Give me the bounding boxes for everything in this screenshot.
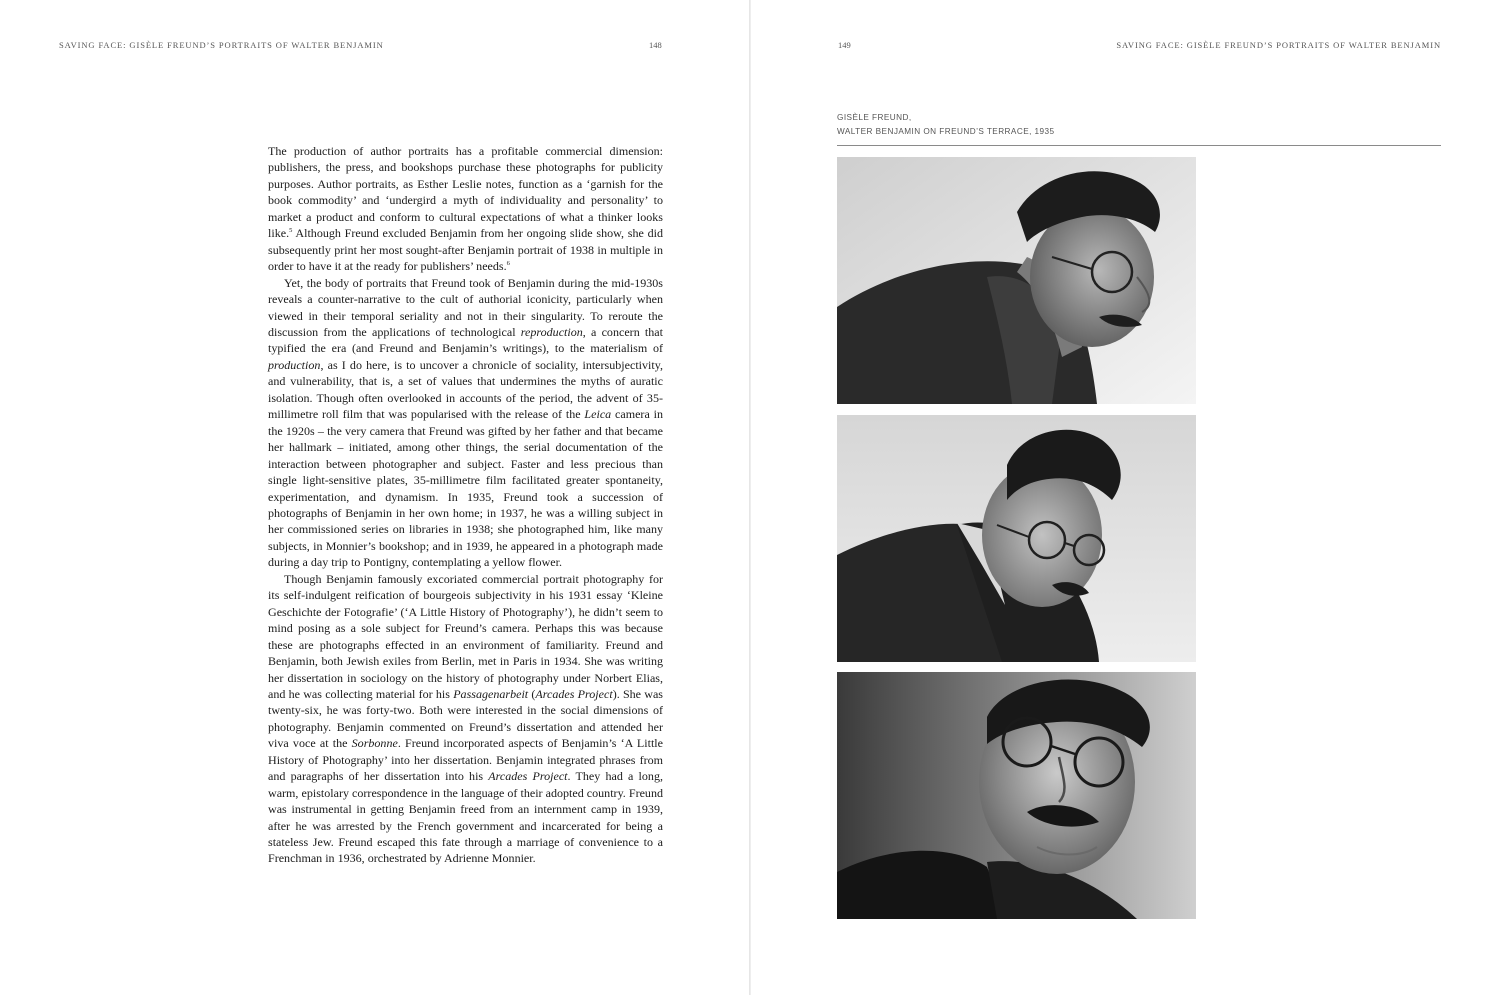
italic-term: Passagenarbeit bbox=[453, 686, 529, 701]
text-run: Yet, the body of portraits that Freund took of Benjamin during the mid-1930s reveals a counter-narrative to the cult of authorial iconicity, particularly when viewed in their temporal seriality and not in their singularity. To reroute the discussion from the applications of technological bbox=[268, 275, 663, 339]
text-run: Although Freund excluded Benjamin from her ongoing slide show, she did subsequently print her most sought-after Benjamin portrait of 1938 in multiple in order to have it at the ready for publishers’ needs. bbox=[268, 226, 663, 274]
italic-term: Sorbonne bbox=[351, 736, 398, 751]
caption-title: WALTER BENJAMIN ON FREUND’S TERRACE, 1935 bbox=[837, 127, 1055, 136]
portrait-photo-3 bbox=[837, 672, 1196, 919]
text-run: . They had a long, warm, epistolary correspondence in the language of their adopted country. Freund was instrumental in getting Benjamin freed from an internment camp in 1939, after he was arrested by the French government and incarcerated for being a stateless Jew. Freund escaped this fate through a marriage of convenience to a Frenchman in 1936, orchestrated by Adrienne Monnier. bbox=[268, 769, 663, 866]
text-run: , a concern that typified the era (and Freund and Benjamin’s writings), to the materialism of bbox=[268, 324, 663, 356]
running-head-right: SAVING FACE: GISÈLE FREUND’S PORTRAITS OF WALTER BENJAMIN bbox=[1116, 40, 1441, 50]
text-run: ). She was twenty-six, he was forty-two. Both were interested in the social dimensions of photography. Benjamin commented on Freund’s dissertation and attended her viva voce at the bbox=[268, 686, 663, 751]
italic-term: Arcades Project bbox=[488, 769, 568, 784]
body-paragraph-3 bbox=[268, 571, 663, 867]
italic-term: Leica bbox=[584, 407, 612, 422]
right-page bbox=[751, 0, 1500, 995]
body-paragraph-1 bbox=[268, 143, 663, 275]
text-run: ( bbox=[528, 686, 536, 701]
text-run: camera in the 1920s – the very camera that Freund was gifted by her father and that became her hallmark – initiated, among other things, the serial documentation of the interaction between photographer and subject. Faster and less precious than single light-sensitive plates, 35-millimetre film facilitated greater spontaneity, experimentation, and dynamism. In 1935, Freund took a succession of photographs of Benjamin in her own home; in 1937, he was a willing subject in her commissioned series on libraries in 1938; she photographed him, like many subjects, in Monnier’s bookshop; and in 1939, he appeared in a photograph made during a day trip to Pontigny, contemplating a yellow flower. bbox=[268, 407, 663, 570]
footnote-ref: 6 bbox=[506, 260, 510, 268]
page-number-left: 148 bbox=[649, 40, 662, 50]
text-run: , as I do here, is to uncover a chronicle of sociality, intersubjectivity, and vulnerability, that is, a set of values that undermines the myths of auratic isolation. Though often overlooked in accounts of the period, the advent of 35-millimetre roll film that was popularised with the release of the bbox=[268, 357, 663, 422]
body-text bbox=[268, 143, 663, 867]
running-head-left: SAVING FACE: GISÈLE FREUND’S PORTRAITS OF WALTER BENJAMIN bbox=[59, 40, 384, 50]
portrait-photo-2 bbox=[837, 415, 1196, 662]
italic-term: Arcades Project bbox=[535, 686, 613, 701]
text-run: . Freund incorporated aspects of Benjamin’s ‘A Little History of Photography’ into her dissertation. Benjamin integrated phrases from and paragraphs of her dissertation into his bbox=[268, 736, 663, 784]
photo-caption bbox=[837, 111, 1055, 139]
portrait-photo-1 bbox=[837, 157, 1196, 404]
italic-term: production bbox=[268, 357, 321, 372]
body-paragraph-2 bbox=[268, 275, 663, 571]
text-run: Though Benjamin famously excoriated commercial portrait photography for its self-indulgent reification of bourgeois subjectivity in his 1931 essay ‘Kleine Geschichte der Fotografie’ (‘A Little History of Photography’), he didn’t seem to mind posing as a sole subject for Freund’s camera. Perhaps this was because these are photographs effected in an environment of familiarity. Freund and Benjamin, both Jewish exiles from Berlin, met in Paris in 1934. She was writing her dissertation in sociology on the history of photography under Norbert Elias, and he was collecting material for his bbox=[268, 571, 663, 701]
footnote-ref: 5 bbox=[289, 227, 293, 235]
caption-photographer: GISÈLE FREUND, bbox=[837, 113, 912, 122]
left-page bbox=[0, 0, 749, 995]
page-number-right: 149 bbox=[838, 40, 851, 50]
text-run: The production of author portraits has a profitable commercial dimension: publishers, the press, and bookshops purchase these photographs for publicity purposes. Author portraits, as Esther Leslie notes, function as a ‘garnish for the book commodity’ and ‘undergird a myth of individuality and personality’ to market a product and conform to cultural expectations of what a thinker looks like. bbox=[268, 144, 663, 241]
italic-term: reproduction bbox=[520, 324, 583, 339]
caption-rule bbox=[837, 145, 1441, 146]
